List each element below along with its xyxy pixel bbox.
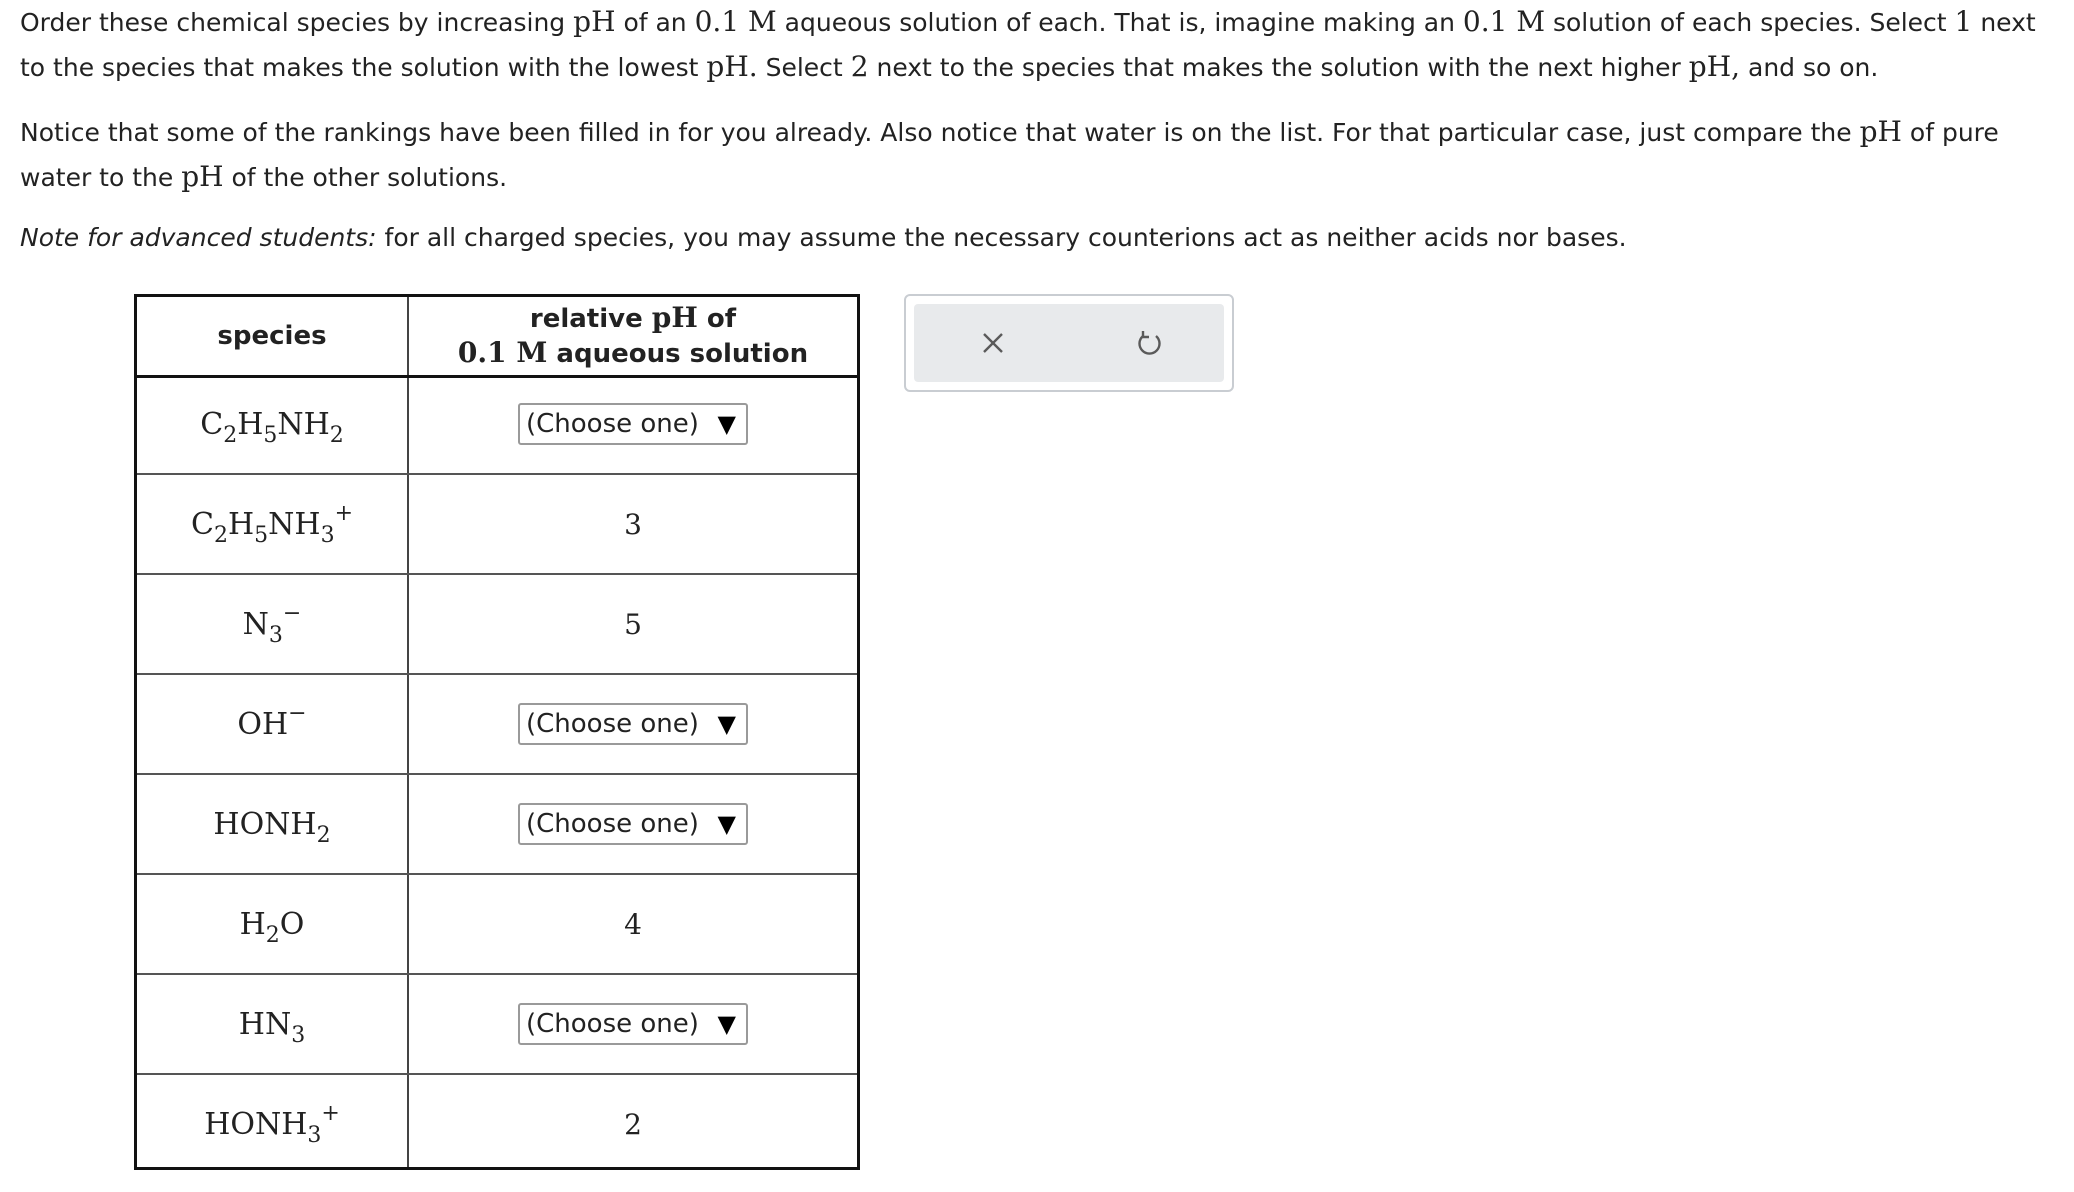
species-cell [137,675,407,773]
actions-bar [914,304,1224,382]
species-formula: $HONH_2$ [213,806,331,848]
rank-cell [409,875,857,973]
charge: + [321,1100,340,1126]
ranking-table [134,294,860,1170]
table-row [137,875,857,975]
species-formula: OH− [237,700,307,742]
rank-cell [409,775,857,873]
rank-select[interactable] [518,703,748,745]
table-row [137,475,857,575]
note-label: Note for advanced students: [20,223,377,252]
species-formula: $C_2H_5NH_3^+$ [191,500,353,548]
undo-button[interactable] [1124,318,1174,368]
rank-value: 3 [624,507,642,541]
rank-value: 4 [624,907,642,941]
table-row [137,975,857,1075]
species-cell [137,1075,407,1173]
species-formula: $H_2O$ [239,906,305,948]
instructions-note [20,216,2060,260]
rank-select-label: (Choose one) [526,709,699,739]
species-formula: $N_3^-$ [242,600,302,648]
instructions-paragraph-2: Notice that some of the rankings have been filled in for you already. Also notice that water is on the list. For that particular case, just compare the pH of pure water to the pH of the other solutions. [20,115,1999,193]
species-formula: $C_2H_5NH_2$ [200,406,344,448]
table-row [137,575,857,675]
species-cell [137,775,407,873]
rank-select[interactable] [518,803,748,845]
dropdown-arrow-icon: ▼ [717,410,736,438]
rank-cell [409,675,857,773]
species-formula: $HONH_3^+$ [204,1100,340,1148]
charge: − [288,700,307,726]
note-text: for all charged species, you may assume the necessary counterions act as neither acids nor bases. [384,223,1627,252]
table-row [137,775,857,875]
rank-cell [409,575,857,673]
rank-select-label: (Choose one) [526,1009,699,1039]
rank-select-label: (Choose one) [526,409,699,439]
close-icon [979,329,1007,357]
header-species: species [217,321,327,351]
rank-cell [409,375,857,473]
species-cell [137,975,407,1073]
undo-icon [1134,328,1164,358]
dropdown-arrow-icon: ▼ [717,1010,736,1038]
rank-value: 2 [624,1107,642,1141]
charge: + [334,500,353,526]
rank-select-label: (Choose one) [526,809,699,839]
rank-value: 5 [624,607,642,641]
rank-cell [409,475,857,573]
dropdown-arrow-icon: ▼ [717,710,736,738]
rank-select[interactable] [518,1003,748,1045]
charge: − [282,600,302,626]
species-cell [137,575,407,673]
rank-cell [409,975,857,1073]
table-row [137,375,857,475]
clear-button[interactable] [968,318,1018,368]
answer-actions [904,294,1234,392]
species-cell [137,375,407,473]
species-formula: $HN_3$ [238,1006,306,1048]
dropdown-arrow-icon: ▼ [717,810,736,838]
table-row [137,1075,857,1173]
table-header [137,297,857,378]
header-relative-ph: relative pH of 0.1 M aqueous solution [457,301,809,369]
rank-select[interactable] [518,403,748,445]
instructions-paragraph-1: Order these chemical species by increasing pH of an 0.1 M aqueous solution of each. That is, imagine making an 0.1 M solution of each species. Select 1 next to the species that makes the solution with the lowest pH. Select 2 next to the species that makes the solution with the next higher pH, and so on. [20,5,2036,83]
species-cell [137,875,407,973]
table-row [137,675,857,775]
rank-cell [409,1075,857,1173]
species-cell [137,475,407,573]
